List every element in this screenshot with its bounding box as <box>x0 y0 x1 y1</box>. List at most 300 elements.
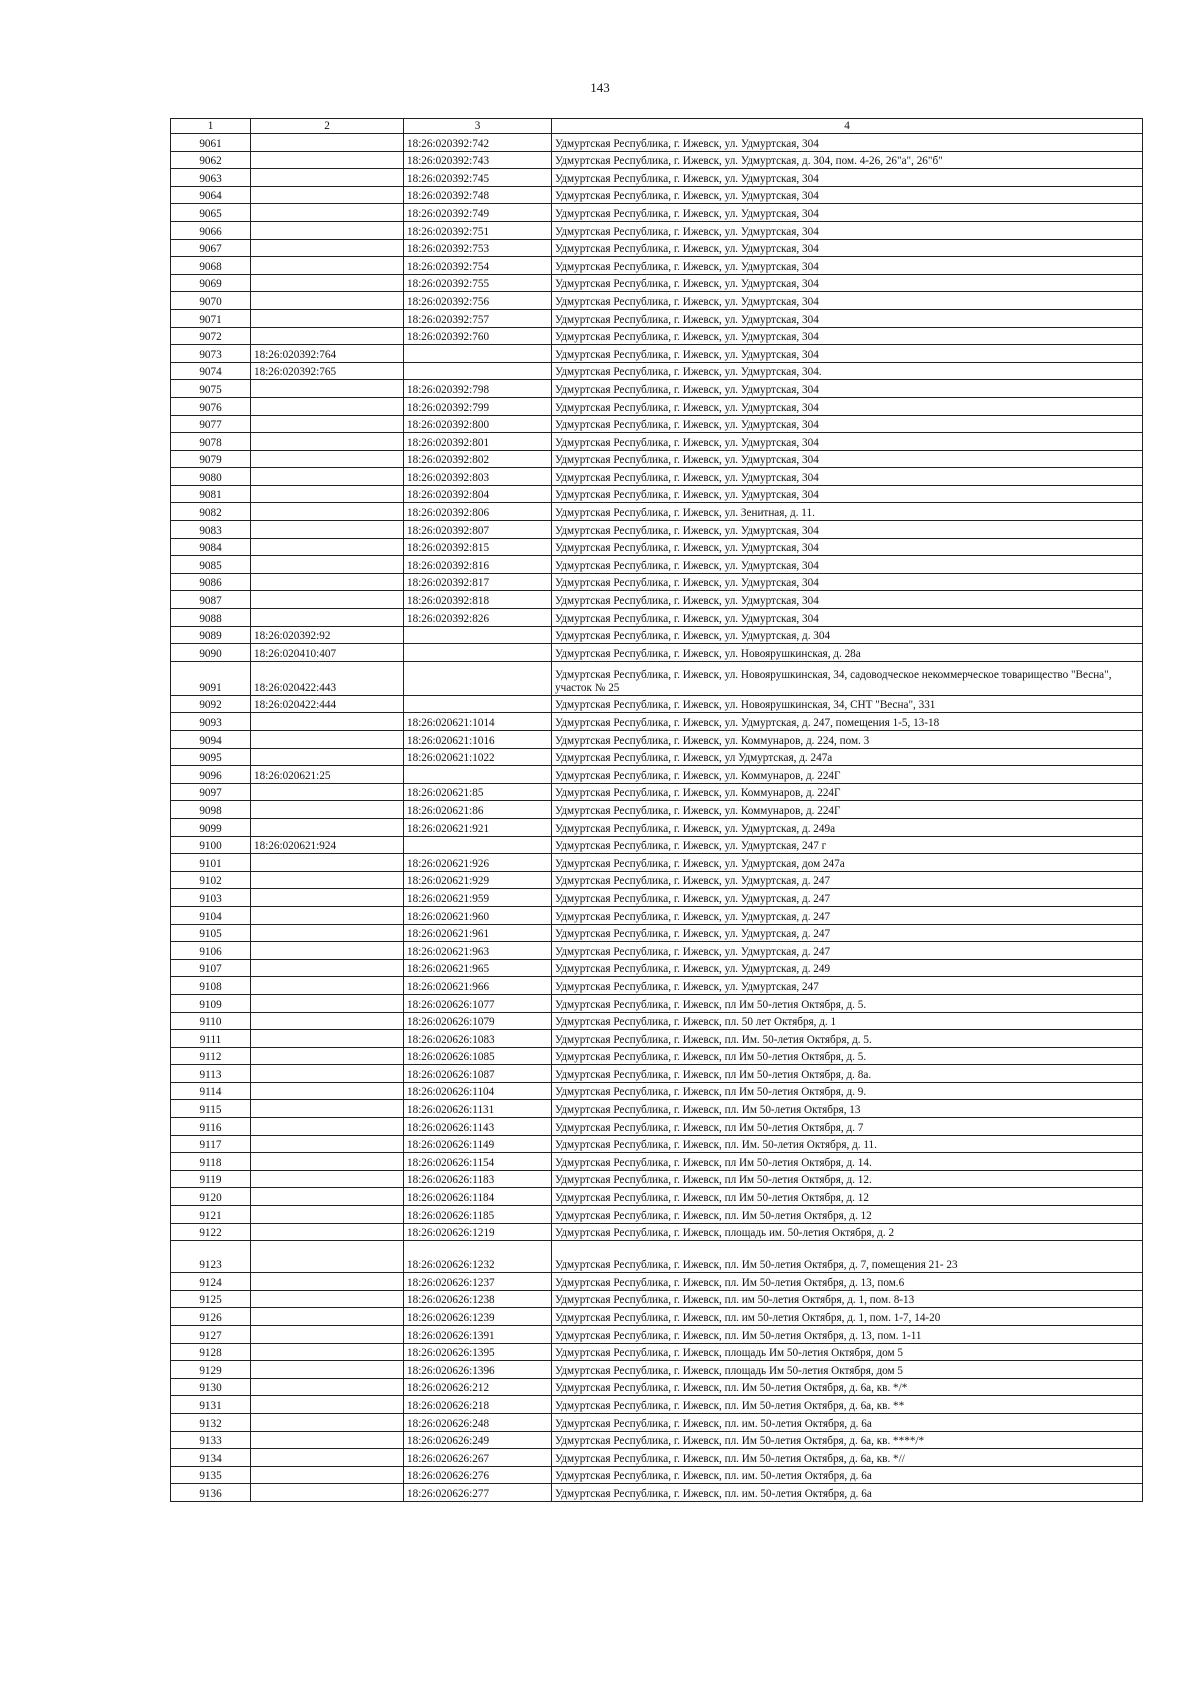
row-number-cell: 9093 <box>171 713 251 731</box>
cadastral-number-building-cell: 18:26:020626:248 <box>404 1413 552 1431</box>
address-cell: Удмуртская Республика, г. Ижевск, пл Им 50-летия Октября, д. 5. <box>552 994 1143 1012</box>
cadastral-number-land-cell <box>251 1308 404 1326</box>
cadastral-number-land-cell <box>251 1343 404 1361</box>
table-row <box>171 327 1143 345</box>
row-number-cell: 9123 <box>171 1241 251 1273</box>
address-cell: Удмуртская Республика, г. Ижевск, ул. Удмуртская, д. 304, пом. 4-26, 26"а", 26"б" <box>552 151 1143 169</box>
address-cell: Удмуртская Республика, г. Ижевск, площадь Им 50-летия Октября, дом 5 <box>552 1361 1143 1379</box>
table-row <box>171 169 1143 187</box>
cadastral-number-land-cell <box>251 327 404 345</box>
row-number-cell: 9115 <box>171 1100 251 1118</box>
row-number-cell: 9084 <box>171 538 251 556</box>
address-cell: Удмуртская Республика, г. Ижевск, пл. Им 50-летия Октября, д. 13, пом. 1-11 <box>552 1326 1143 1344</box>
address-cell: Удмуртская Республика, г. Ижевск, пл. 50 лет Октября, д. 1 <box>552 1012 1143 1030</box>
row-number-cell: 9128 <box>171 1343 251 1361</box>
cadastral-number-building-cell: 18:26:020621:1022 <box>404 748 552 766</box>
cadastral-number-land-cell <box>251 959 404 977</box>
table-row <box>171 801 1143 819</box>
row-number-cell: 9075 <box>171 380 251 398</box>
cadastral-number-building-cell: 18:26:020621:961 <box>404 924 552 942</box>
table-row <box>171 1012 1143 1030</box>
table-row <box>171 1065 1143 1083</box>
cadastral-number-land-cell <box>251 1100 404 1118</box>
row-number-cell: 9066 <box>171 221 251 239</box>
cadastral-number-land-cell <box>251 221 404 239</box>
address-cell: Удмуртская Республика, г. Ижевск, ул. Удмуртская, 304 <box>552 169 1143 187</box>
row-number-cell: 9109 <box>171 994 251 1012</box>
address-cell: Удмуртская Республика, г. Ижевск, ул. Удмуртская, д. 247 <box>552 924 1143 942</box>
cadastral-number-building-cell: 18:26:020626:1131 <box>404 1100 552 1118</box>
cadastral-number-building-cell: 18:26:020621:960 <box>404 906 552 924</box>
row-number-cell: 9089 <box>171 626 251 644</box>
cadastral-number-land-cell: 18:26:020410:407 <box>251 644 404 662</box>
cadastral-number-building-cell: 18:26:020621:929 <box>404 871 552 889</box>
cadastral-number-land-cell <box>251 906 404 924</box>
cadastral-number-building-cell: 18:26:020626:1184 <box>404 1188 552 1206</box>
table-row <box>171 924 1143 942</box>
row-number-cell: 9101 <box>171 854 251 872</box>
address-cell: Удмуртская Республика, г. Ижевск, ул. Зенитная, д. 11. <box>552 503 1143 521</box>
row-number-cell: 9127 <box>171 1326 251 1344</box>
address-cell: Удмуртская Республика, г. Ижевск, ул. Удмуртская, 304 <box>552 521 1143 539</box>
row-number-cell: 9122 <box>171 1223 251 1241</box>
row-number-cell: 9106 <box>171 942 251 960</box>
row-number-cell: 9063 <box>171 169 251 187</box>
cadastral-number-building-cell: 18:26:020392:749 <box>404 204 552 222</box>
address-cell: Удмуртская Республика, г. Ижевск, пл Им 50-летия Октября, д. 7 <box>552 1118 1143 1136</box>
cadastral-number-land-cell <box>251 538 404 556</box>
table-row <box>171 468 1143 486</box>
table-row <box>171 1118 1143 1136</box>
cadastral-table <box>170 118 1143 1502</box>
table-row <box>171 556 1143 574</box>
address-cell: Удмуртская Республика, г. Ижевск, ул. Удмуртская, 304 <box>552 556 1143 574</box>
table-row <box>171 151 1143 169</box>
cadastral-number-building-cell: 18:26:020392:807 <box>404 521 552 539</box>
cadastral-number-building-cell: 18:26:020626:1104 <box>404 1082 552 1100</box>
address-cell: Удмуртская Республика, г. Ижевск, пл. Им 50-летия Октября, д. 6а, кв. ****/* <box>552 1431 1143 1449</box>
cadastral-number-building-cell: 18:26:020392:743 <box>404 151 552 169</box>
table-row <box>171 1378 1143 1396</box>
address-cell: Удмуртская Республика, г. Ижевск, ул. Удмуртская, 304 <box>552 239 1143 257</box>
address-cell: Удмуртская Республика, г. Ижевск, пл. им. 50-летия Октября, д. 6а <box>552 1413 1143 1431</box>
cadastral-number-land-cell <box>251 1153 404 1171</box>
cadastral-number-land-cell <box>251 1361 404 1379</box>
cadastral-number-land-cell <box>251 292 404 310</box>
table-row <box>171 1135 1143 1153</box>
cadastral-number-building-cell: 18:26:020392:755 <box>404 274 552 292</box>
row-number-cell: 9125 <box>171 1290 251 1308</box>
address-cell: Удмуртская Республика, г. Ижевск, ул. Удмуртская, 304 <box>552 257 1143 275</box>
cadastral-number-land-cell <box>251 1047 404 1065</box>
address-cell: Удмуртская Республика, г. Ижевск, ул. Удмуртская, дом 247а <box>552 854 1143 872</box>
cadastral-number-building-cell: 18:26:020626:1219 <box>404 1223 552 1241</box>
address-cell: Удмуртская Республика, г. Ижевск, ул. Удмуртская, 304 <box>552 415 1143 433</box>
cadastral-number-land-cell <box>251 871 404 889</box>
table-header <box>171 119 1143 134</box>
table-row <box>171 959 1143 977</box>
cadastral-number-building-cell: 18:26:020626:1083 <box>404 1030 552 1048</box>
row-number-cell: 9083 <box>171 521 251 539</box>
table-row <box>171 661 1143 695</box>
cadastral-number-land-cell <box>251 1431 404 1449</box>
cadastral-number-land-cell: 18:26:020422:443 <box>251 661 404 695</box>
address-cell: Удмуртская Республика, г. Ижевск, ул. Удмуртская, д. 304 <box>552 626 1143 644</box>
cadastral-number-land-cell <box>251 994 404 1012</box>
table-row <box>171 591 1143 609</box>
cadastral-number-building-cell: 18:26:020626:276 <box>404 1466 552 1484</box>
cadastral-number-land-cell <box>251 151 404 169</box>
cadastral-number-land-cell <box>251 556 404 574</box>
address-cell: Удмуртская Республика, г. Ижевск, ул. Удмуртская, 304 <box>552 609 1143 627</box>
row-number-cell: 9103 <box>171 889 251 907</box>
address-cell: Удмуртская Республика, г. Ижевск, пл Им 50-летия Октября, д. 12. <box>552 1170 1143 1188</box>
cadastral-number-land-cell <box>251 309 404 327</box>
row-number-cell: 9079 <box>171 450 251 468</box>
cadastral-number-land-cell <box>251 924 404 942</box>
page-number: 143 <box>590 80 610 95</box>
cadastral-number-building-cell: 18:26:020626:1143 <box>404 1118 552 1136</box>
cadastral-number-building-cell <box>404 644 552 662</box>
table-row <box>171 1241 1143 1273</box>
cadastral-number-building-cell: 18:26:020626:1395 <box>404 1343 552 1361</box>
table-row <box>171 766 1143 784</box>
cadastral-number-building-cell: 18:26:020392:817 <box>404 573 552 591</box>
address-cell: Удмуртская Республика, г. Ижевск, пл. Им. 50-летия Октября, д. 5. <box>552 1030 1143 1048</box>
table-row <box>171 134 1143 152</box>
table-row <box>171 977 1143 995</box>
table-row <box>171 713 1143 731</box>
cadastral-number-building-cell <box>404 836 552 854</box>
table-row <box>171 748 1143 766</box>
row-number-cell: 9135 <box>171 1466 251 1484</box>
address-cell: Удмуртская Республика, г. Ижевск, ул. Удмуртская, 304 <box>552 380 1143 398</box>
table-row <box>171 362 1143 380</box>
cadastral-number-land-cell: 18:26:020392:92 <box>251 626 404 644</box>
cadastral-table-container <box>170 118 1142 1502</box>
row-number-cell: 9134 <box>171 1449 251 1467</box>
cadastral-number-building-cell: 18:26:020392:815 <box>404 538 552 556</box>
address-cell: Удмуртская Республика, г. Ижевск, пл. Им 50-летия Октября, 13 <box>552 1100 1143 1118</box>
table-row <box>171 1343 1143 1361</box>
cadastral-number-building-cell <box>404 695 552 713</box>
cadastral-number-land-cell <box>251 731 404 749</box>
address-cell: Удмуртская Республика, г. Ижевск, ул. Удмуртская, 304 <box>552 134 1143 152</box>
address-cell: Удмуртская Республика, г. Ижевск, ул. Новоярушкинская, 34, садоводческое некоммерческое товарищество "Весна", участок № 25 <box>552 661 1143 695</box>
row-number-cell: 9111 <box>171 1030 251 1048</box>
address-cell: Удмуртская Республика, г. Ижевск, пл. им 50-летия Октября, д. 1, пом. 8-13 <box>552 1290 1143 1308</box>
table-row <box>171 626 1143 644</box>
table-row <box>171 485 1143 503</box>
cadastral-number-land-cell <box>251 1223 404 1241</box>
cadastral-number-land-cell <box>251 1188 404 1206</box>
address-cell: Удмуртская Республика, г. Ижевск, пл. им. 50-летия Октября, д. 6а <box>552 1466 1143 1484</box>
cadastral-number-land-cell <box>251 380 404 398</box>
cadastral-number-land-cell <box>251 521 404 539</box>
cadastral-number-building-cell: 18:26:020392:756 <box>404 292 552 310</box>
cadastral-number-land-cell <box>251 1012 404 1030</box>
table-row <box>171 1170 1143 1188</box>
header-col-1: 1 <box>171 119 251 134</box>
address-cell: Удмуртская Республика, г. Ижевск, ул. Удмуртская, 304 <box>552 538 1143 556</box>
table-row <box>171 573 1143 591</box>
address-cell: Удмуртская Республика, г. Ижевск, пл. Им 50-летия Октября, д. 13, пом.6 <box>552 1273 1143 1291</box>
cadastral-number-land-cell <box>251 1135 404 1153</box>
cadastral-number-land-cell <box>251 1118 404 1136</box>
cadastral-number-building-cell: 18:26:020621:965 <box>404 959 552 977</box>
address-cell: Удмуртская Республика, г. Ижевск, ул. Удмуртская, 247 <box>552 977 1143 995</box>
cadastral-number-building-cell: 18:26:020392:802 <box>404 450 552 468</box>
cadastral-number-building-cell: 18:26:020626:1391 <box>404 1326 552 1344</box>
cadastral-number-land-cell <box>251 239 404 257</box>
cadastral-number-land-cell: 18:26:020392:765 <box>251 362 404 380</box>
row-number-cell: 9118 <box>171 1153 251 1171</box>
cadastral-number-land-cell <box>251 1241 404 1273</box>
cadastral-number-building-cell: 18:26:020392:760 <box>404 327 552 345</box>
row-number-cell: 9131 <box>171 1396 251 1414</box>
cadastral-number-land-cell <box>251 204 404 222</box>
cadastral-number-land-cell <box>251 450 404 468</box>
address-cell: Удмуртская Республика, г. Ижевск, ул. Коммунаров, д. 224Г <box>552 801 1143 819</box>
row-number-cell: 9080 <box>171 468 251 486</box>
table-row <box>171 1466 1143 1484</box>
table-row <box>171 1326 1143 1344</box>
cadastral-number-building-cell <box>404 362 552 380</box>
row-number-cell: 9072 <box>171 327 251 345</box>
row-number-cell: 9119 <box>171 1170 251 1188</box>
address-cell: Удмуртская Республика, г. Ижевск, ул. Удмуртская, 304 <box>552 345 1143 363</box>
table-row <box>171 1484 1143 1502</box>
cadastral-number-land-cell: 18:26:020422:444 <box>251 695 404 713</box>
table-row <box>171 731 1143 749</box>
cadastral-number-land-cell <box>251 1065 404 1083</box>
row-number-cell: 9133 <box>171 1431 251 1449</box>
row-number-cell: 9126 <box>171 1308 251 1326</box>
cadastral-number-building-cell <box>404 766 552 784</box>
cadastral-number-land-cell <box>251 1396 404 1414</box>
row-number-cell: 9104 <box>171 906 251 924</box>
table-row <box>171 380 1143 398</box>
cadastral-number-land-cell <box>251 1484 404 1502</box>
table-row <box>171 503 1143 521</box>
cadastral-number-building-cell: 18:26:020621:959 <box>404 889 552 907</box>
address-cell: Удмуртская Республика, г. Ижевск, ул. Удмуртская, 304 <box>552 573 1143 591</box>
cadastral-number-building-cell: 18:26:020392:799 <box>404 397 552 415</box>
address-cell: Удмуртская Республика, г. Ижевск, ул. Удмуртская, 304 <box>552 468 1143 486</box>
cadastral-number-building-cell: 18:26:020626:1232 <box>404 1241 552 1273</box>
cadastral-number-building-cell: 18:26:020392:748 <box>404 186 552 204</box>
row-number-cell: 9061 <box>171 134 251 152</box>
address-cell: Удмуртская Республика, г. Ижевск, ул. Удмуртская, д. 249 <box>552 959 1143 977</box>
table-row <box>171 1396 1143 1414</box>
table-row <box>171 644 1143 662</box>
header-col-2: 2 <box>251 119 404 134</box>
cadastral-number-building-cell: 18:26:020626:218 <box>404 1396 552 1414</box>
cadastral-number-building-cell: 18:26:020626:277 <box>404 1484 552 1502</box>
cadastral-number-building-cell: 18:26:020621:1016 <box>404 731 552 749</box>
cadastral-number-land-cell <box>251 468 404 486</box>
row-number-cell: 9090 <box>171 644 251 662</box>
cadastral-number-building-cell: 18:26:020626:1085 <box>404 1047 552 1065</box>
table-row <box>171 994 1143 1012</box>
row-number-cell: 9095 <box>171 748 251 766</box>
cadastral-number-building-cell: 18:26:020626:249 <box>404 1431 552 1449</box>
row-number-cell: 9112 <box>171 1047 251 1065</box>
table-row <box>171 1273 1143 1291</box>
address-cell: Удмуртская Республика, г. Ижевск, пл. Им 50-летия Октября, д. 6а, кв. */* <box>552 1378 1143 1396</box>
cadastral-number-building-cell: 18:26:020621:86 <box>404 801 552 819</box>
cadastral-number-building-cell: 18:26:020392:745 <box>404 169 552 187</box>
table-row <box>171 1290 1143 1308</box>
table-row <box>171 836 1143 854</box>
cadastral-number-building-cell: 18:26:020392:798 <box>404 380 552 398</box>
cadastral-number-land-cell <box>251 713 404 731</box>
row-number-cell: 9136 <box>171 1484 251 1502</box>
address-cell: Удмуртская Республика, г. Ижевск, ул. Удмуртская, 304. <box>552 362 1143 380</box>
row-number-cell: 9064 <box>171 186 251 204</box>
cadastral-number-building-cell: 18:26:020626:1396 <box>404 1361 552 1379</box>
row-number-cell: 9082 <box>171 503 251 521</box>
cadastral-number-land-cell <box>251 801 404 819</box>
row-number-cell: 9102 <box>171 871 251 889</box>
cadastral-number-building-cell: 18:26:020621:963 <box>404 942 552 960</box>
cadastral-number-land-cell <box>251 1206 404 1224</box>
table-row <box>171 1153 1143 1171</box>
table-row <box>171 415 1143 433</box>
cadastral-number-building-cell: 18:26:020626:1087 <box>404 1065 552 1083</box>
table-row <box>171 397 1143 415</box>
row-number-cell: 9077 <box>171 415 251 433</box>
table-row <box>171 450 1143 468</box>
table-row <box>171 942 1143 960</box>
table-row <box>171 1413 1143 1431</box>
cadastral-number-building-cell: 18:26:020392:742 <box>404 134 552 152</box>
row-number-cell: 9073 <box>171 345 251 363</box>
address-cell: Удмуртская Республика, г. Ижевск, пл Им 50-летия Октября, д. 5. <box>552 1047 1143 1065</box>
cadastral-number-building-cell: 18:26:020392:800 <box>404 415 552 433</box>
cadastral-number-building-cell: 18:26:020626:1077 <box>404 994 552 1012</box>
row-number-cell: 9088 <box>171 609 251 627</box>
row-number-cell: 9107 <box>171 959 251 977</box>
row-number-cell: 9094 <box>171 731 251 749</box>
cadastral-number-land-cell <box>251 1290 404 1308</box>
address-cell: Удмуртская Республика, г. Ижевск, ул. Коммунаров, д. 224Г <box>552 766 1143 784</box>
table-row <box>171 871 1143 889</box>
row-number-cell: 9086 <box>171 573 251 591</box>
row-number-cell: 9074 <box>171 362 251 380</box>
address-cell: Удмуртская Республика, г. Ижевск, ул. Удмуртская, 247 г <box>552 836 1143 854</box>
cadastral-number-land-cell <box>251 1326 404 1344</box>
table-row <box>171 292 1143 310</box>
row-number-cell: 9081 <box>171 485 251 503</box>
cadastral-number-building-cell: 18:26:020392:804 <box>404 485 552 503</box>
cadastral-number-building-cell <box>404 345 552 363</box>
table-row <box>171 345 1143 363</box>
address-cell: Удмуртская Республика, г. Ижевск, ул. Удмуртская, 304 <box>552 450 1143 468</box>
table-row <box>171 1223 1143 1241</box>
header-row <box>171 119 1143 134</box>
row-number-cell: 9129 <box>171 1361 251 1379</box>
table-row <box>171 433 1143 451</box>
row-number-cell: 9078 <box>171 433 251 451</box>
cadastral-number-building-cell <box>404 661 552 695</box>
cadastral-number-land-cell <box>251 415 404 433</box>
address-cell: Удмуртская Республика, г. Ижевск, ул. Удмуртская, 304 <box>552 221 1143 239</box>
cadastral-number-land-cell <box>251 889 404 907</box>
row-number-cell: 9068 <box>171 257 251 275</box>
cadastral-number-land-cell: 18:26:020621:25 <box>251 766 404 784</box>
table-row <box>171 906 1143 924</box>
cadastral-number-building-cell: 18:26:020626:1238 <box>404 1290 552 1308</box>
table-row <box>171 783 1143 801</box>
address-cell: Удмуртская Республика, г. Ижевск, пл Им 50-летия Октября, д. 12 <box>552 1188 1143 1206</box>
cadastral-number-building-cell: 18:26:020626:1149 <box>404 1135 552 1153</box>
cadastral-number-building-cell: 18:26:020621:921 <box>404 818 552 836</box>
row-number-cell: 9071 <box>171 309 251 327</box>
cadastral-number-building-cell: 18:26:020621:926 <box>404 854 552 872</box>
table-row <box>171 257 1143 275</box>
cadastral-number-building-cell: 18:26:020392:757 <box>404 309 552 327</box>
address-cell: Удмуртская Республика, г. Ижевск, пл. Им 50-летия Октября, д. 12 <box>552 1206 1143 1224</box>
cadastral-number-land-cell <box>251 818 404 836</box>
address-cell: Удмуртская Республика, г. Ижевск, ул. Удмуртская, 304 <box>552 433 1143 451</box>
cadastral-number-land-cell <box>251 1466 404 1484</box>
cadastral-number-land-cell <box>251 591 404 609</box>
row-number-cell: 9091 <box>171 661 251 695</box>
row-number-cell: 9097 <box>171 783 251 801</box>
row-number-cell: 9110 <box>171 1012 251 1030</box>
table-row <box>171 695 1143 713</box>
cadastral-number-land-cell <box>251 503 404 521</box>
cadastral-number-building-cell: 18:26:020626:1237 <box>404 1273 552 1291</box>
table-row <box>171 1082 1143 1100</box>
table-row <box>171 1308 1143 1326</box>
address-cell: Удмуртская Республика, г. Ижевск, площадь Им 50-летия Октября, дом 5 <box>552 1343 1143 1361</box>
address-cell: Удмуртская Республика, г. Ижевск, пл Им 50-летия Октября, д. 8а. <box>552 1065 1143 1083</box>
row-number-cell: 9124 <box>171 1273 251 1291</box>
address-cell: Удмуртская Республика, г. Ижевск, ул. Новоярушкинская, д. 28а <box>552 644 1143 662</box>
cadastral-number-building-cell: 18:26:020392:751 <box>404 221 552 239</box>
table-row <box>171 309 1143 327</box>
table-row <box>171 1188 1143 1206</box>
row-number-cell: 9116 <box>171 1118 251 1136</box>
table-row <box>171 274 1143 292</box>
address-cell: Удмуртская Республика, г. Ижевск, ул Удмуртская, д. 247а <box>552 748 1143 766</box>
cadastral-number-land-cell <box>251 748 404 766</box>
row-number-cell: 9113 <box>171 1065 251 1083</box>
row-number-cell: 9085 <box>171 556 251 574</box>
address-cell: Удмуртская Республика, г. Ижевск, ул. Удмуртская, д. 247 <box>552 871 1143 889</box>
table-row <box>171 1361 1143 1379</box>
cadastral-number-land-cell: 18:26:020621:924 <box>251 836 404 854</box>
row-number-cell: 9099 <box>171 818 251 836</box>
cadastral-number-building-cell: 18:26:020621:966 <box>404 977 552 995</box>
row-number-cell: 9121 <box>171 1206 251 1224</box>
cadastral-number-building-cell <box>404 626 552 644</box>
cadastral-number-building-cell: 18:26:020626:1185 <box>404 1206 552 1224</box>
address-cell: Удмуртская Республика, г. Ижевск, ул. Удмуртская, 304 <box>552 591 1143 609</box>
cadastral-number-building-cell: 18:26:020626:1079 <box>404 1012 552 1030</box>
cadastral-number-land-cell <box>251 257 404 275</box>
address-cell: Удмуртская Республика, г. Ижевск, ул. Удмуртская, д. 247 <box>552 906 1143 924</box>
address-cell: Удмуртская Республика, г. Ижевск, пл. им. 50-летия Октября, д. 6а <box>552 1484 1143 1502</box>
row-number-cell: 9087 <box>171 591 251 609</box>
row-number-cell: 9070 <box>171 292 251 310</box>
cadastral-number-land-cell <box>251 274 404 292</box>
table-row <box>171 221 1143 239</box>
address-cell: Удмуртская Республика, г. Ижевск, пл. Им 50-летия Октября, д. 6а, кв. *// <box>552 1449 1143 1467</box>
table-row <box>171 1047 1143 1065</box>
